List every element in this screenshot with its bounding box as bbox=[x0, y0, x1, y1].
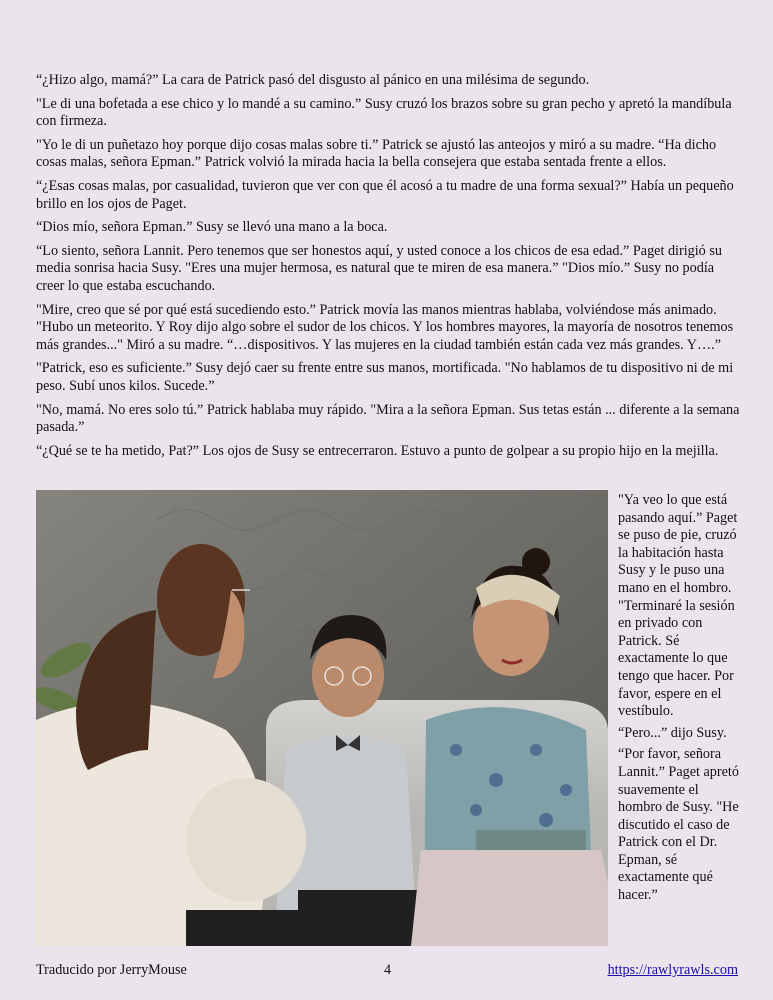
paragraph: “¿Esas cosas malas, por casualidad, tuvieron que ver con que él acosó a tu madre de una forma sexual?” Había un pequeño brillo en los ojos de Paget. bbox=[36, 177, 734, 212]
paragraph: “Dios mío, señora Epman.” Susy se llevó una mano a la boca. bbox=[36, 219, 388, 236]
side-text bbox=[618, 492, 740, 909]
scene-illustration bbox=[36, 490, 608, 946]
paragraph: “¿Qué se te ha metido, Pat?” Los ojos de Susy se entrecerraron. Estuvo a punto de golpear a su propio hijo en la mejilla. bbox=[36, 442, 719, 459]
paragraph: "Yo le di un puñetazo hoy porque dijo cosas malas sobre ti.” Patrick se ajustó las anteojos y miró a su madre. “Ha dicho cosas malas, señora Epman.” Patrick volvió la mirada hacia la bella consejera que estaba sentada frente a ellos. bbox=[36, 136, 717, 171]
page-footer bbox=[36, 962, 740, 982]
scene-image bbox=[36, 490, 608, 946]
page-number: 4 bbox=[384, 962, 392, 978]
side-paragraph: “Pero...” dijo Susy. bbox=[618, 724, 727, 741]
paragraph: "Mire, creo que sé por qué está sucediendo esto.” Patrick movía las manos mientras hablaba, volviéndose más animado. "Hubo un meteorito. Y Roy dijo algo sobre el sudor de los chicos. Y los hombres mayores, la mayoría de nosotros tenemos más grandes..." Miró a su madre. “…dispositivos. Y las mujeres en la ciudad también están cada vez más grandes. Y….” bbox=[36, 301, 734, 353]
paragraph: "Patrick, eso es suficiente.” Susy dejó caer su frente entre sus manos, mortificada. "No hablamos de tu dispositivo ni de mi peso. Subí unos kilos. Sucede.” bbox=[36, 360, 734, 394]
translator-credit: Traducido por JerryMouse bbox=[36, 962, 187, 978]
website-link[interactable]: https://rawlyrawls.com bbox=[607, 962, 738, 978]
paragraph: “¿Hizo algo, mamá?” La cara de Patrick pasó del disgusto al pánico en una milésima de segundo. bbox=[36, 72, 590, 88]
paragraph: "Le di una bofetada a ese chico y lo mandé a su camino.” Susy cruzó los brazos sobre su gran pecho y apretó la mandíbula con firmeza. bbox=[36, 95, 732, 130]
paragraph: “Lo siento, señora Lannit. Pero tenemos que ser honestos aquí, y usted conoce a los chicos de esa edad.” Paget dirigió su media sonrisa hacia Susy. "Eres una mujer hermosa, es natural que te miren de esa manera.” "Dios mío.” Susy no podía creer lo que estaba escuchando. bbox=[36, 242, 722, 294]
figure-row bbox=[36, 490, 740, 948]
side-paragraph: “Por favor, señora Lannit.” Paget apretó suavemente el hombro de Susy. "He discutido el caso de Patrick con el Dr. Epman, sé exactamente qué hacer.” bbox=[618, 746, 739, 904]
side-paragraph: "Ya veo lo que está pasando aquí.” Paget se puso de pie, cruzó la habitación hasta Susy y le puso una mano en el hombro. "Terminaré la sesión en privado con Patrick. Sé exactamente lo que tengo que hacer. Por favor, espere en el vestíbulo. bbox=[618, 492, 738, 720]
story-text bbox=[36, 72, 740, 466]
paragraph: "No, mamá. No eres solo tú.” Patrick hablaba muy rápido. "Mira a la señora Epman. Sus tetas están ... diferente a la semana pasada.” bbox=[36, 401, 740, 436]
